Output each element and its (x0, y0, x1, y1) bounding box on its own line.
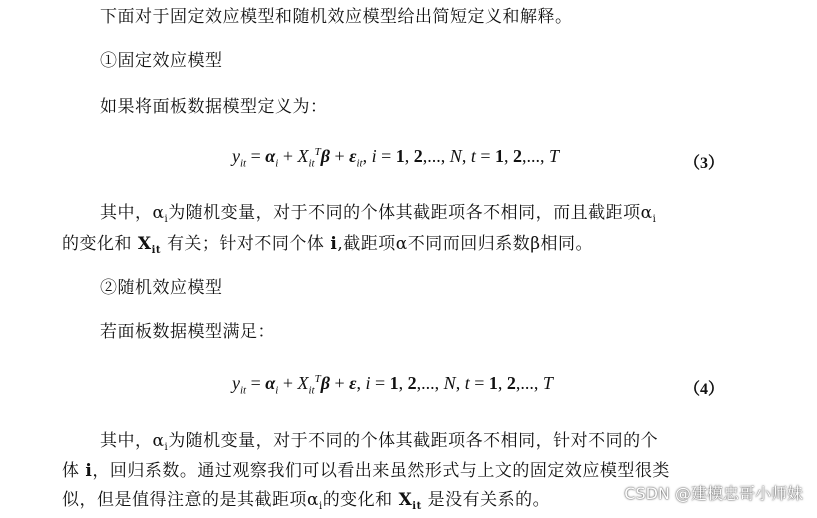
section2-lead: 若面板数据模型满足： (100, 322, 275, 342)
section2-paragraph-line3: 似，但是值得注意的是其截距项$\alpha_i$的变化和 $X_{it}$ 是没有关系的。 (62, 490, 551, 512)
intro-text: 下面对于固定效应模型和随机效应模型给出简短定义和解释。 (100, 7, 573, 27)
equation-4: $y_{it} = \alpha_i + X_{it}^T\beta + \varepsilon$, i = 1, 2,..., N, t = 1, 2,..., T (232, 373, 553, 397)
section1-paragraph-line1: 其中，$\alpha_i$为随机变量，对于不同的个体其截距项各不相同，而且截距项$\alpha_i$ (100, 203, 657, 225)
equation-3: $y_{it} = \alpha_i + X_{it}^T\beta + \varepsilon_{it}$, i = 1, 2,..., N, t = 1, 2,..., T (232, 146, 559, 170)
section1-heading: ①固定效应模型 (100, 51, 223, 71)
equation-number-3: （3） (684, 155, 725, 172)
section2-paragraph-line1: 其中，$\alpha_i$为随机变量，对于不同的个体其截距项各不相同，针对不同的个 (100, 431, 659, 453)
section1-lead: 如果将面板数据模型定义为： (100, 97, 328, 117)
csdn-watermark: CSDN @建模忠哥小师妹 (624, 484, 803, 503)
section2-paragraph-line2: 体 i，回归系数。通过观察我们可以看出来虽然形式与上文的固定效应模型很类 (62, 461, 670, 481)
section1-paragraph-line2: 的变化和 $X_{it}$ 有关；针对不同个体 i,截距项α不同而回归系数β相同。 (62, 234, 594, 256)
equation-number-4: （4） (684, 381, 725, 398)
section2-heading: ②随机效应模型 (100, 278, 223, 298)
